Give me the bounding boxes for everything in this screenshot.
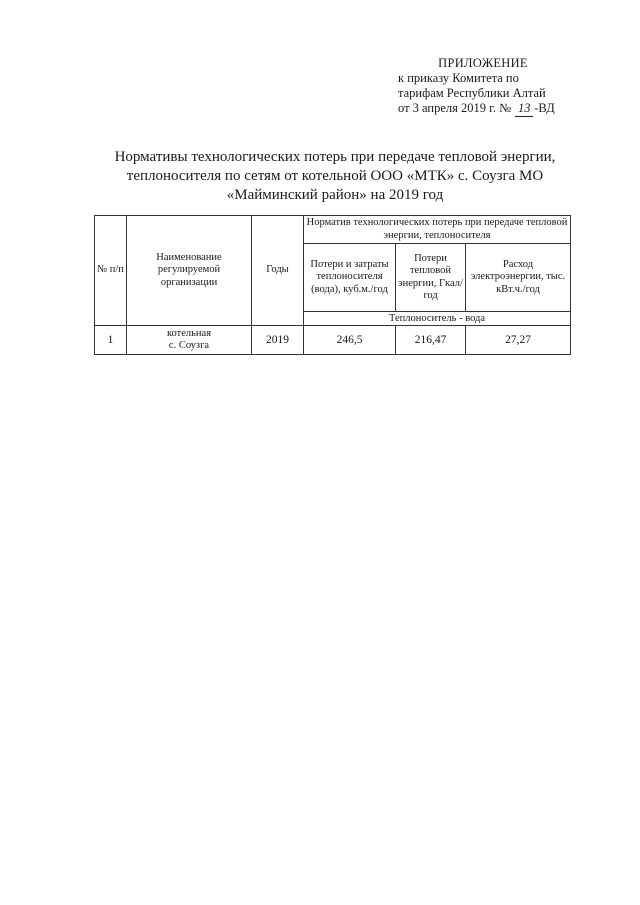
appendix-order-line — [398, 101, 568, 117]
org-line-1: котельная — [166, 328, 212, 339]
cell-year: 2019 — [252, 326, 304, 355]
header-years: Годы — [252, 216, 304, 326]
header-norms-group: Норматив технологических потерь при передаче тепловой энергии, теплоносителя — [304, 216, 571, 244]
header-heat-losses: Потери тепловой энергии, Гкал/год — [396, 244, 466, 312]
table-row — [95, 326, 571, 355]
carrier-label: Теплоноситель - вода — [304, 312, 571, 326]
title-line-1: Нормативы технологических потерь при передаче тепловой энергии, — [114, 149, 556, 165]
appendix-heading: ПРИЛОЖЕНИЕ — [438, 56, 528, 70]
appendix-date: от 3 апреля 2019 г. № — [398, 101, 512, 115]
table-header-row — [95, 216, 571, 244]
cell-heat-losses: 216,47 — [396, 326, 466, 355]
header-coolant-losses: Потери и затраты теплоносителя (вода), куб.м./год — [304, 244, 396, 312]
appendix-order-number: 13 — [515, 101, 533, 117]
header-electricity: Расход электроэнергии, тыс. кВт.ч./год — [466, 244, 571, 312]
header-organization: Наименование регулируемой организации — [127, 216, 252, 326]
losses-norms-table — [94, 215, 571, 355]
appendix-order-suffix: -ВД — [534, 101, 555, 115]
appendix-block — [398, 56, 568, 117]
cell-electricity: 27,27 — [466, 326, 571, 355]
cell-number: 1 — [95, 326, 127, 355]
document-title — [92, 148, 578, 205]
header-number: № п/п — [95, 216, 127, 326]
cell-organization — [127, 326, 252, 355]
cell-coolant-losses: 246,5 — [304, 326, 396, 355]
appendix-line-2: тарифам Республики Алтай — [398, 86, 546, 100]
title-line-2: теплоносителя по сетям от котельной ООО «МТК» с. Соузга МО — [126, 168, 544, 184]
appendix-line-1: к приказу Комитета по — [398, 71, 519, 85]
org-line-2: с. Соузга — [168, 340, 210, 351]
title-line-3: «Майминский район» на 2019 год — [226, 187, 444, 203]
